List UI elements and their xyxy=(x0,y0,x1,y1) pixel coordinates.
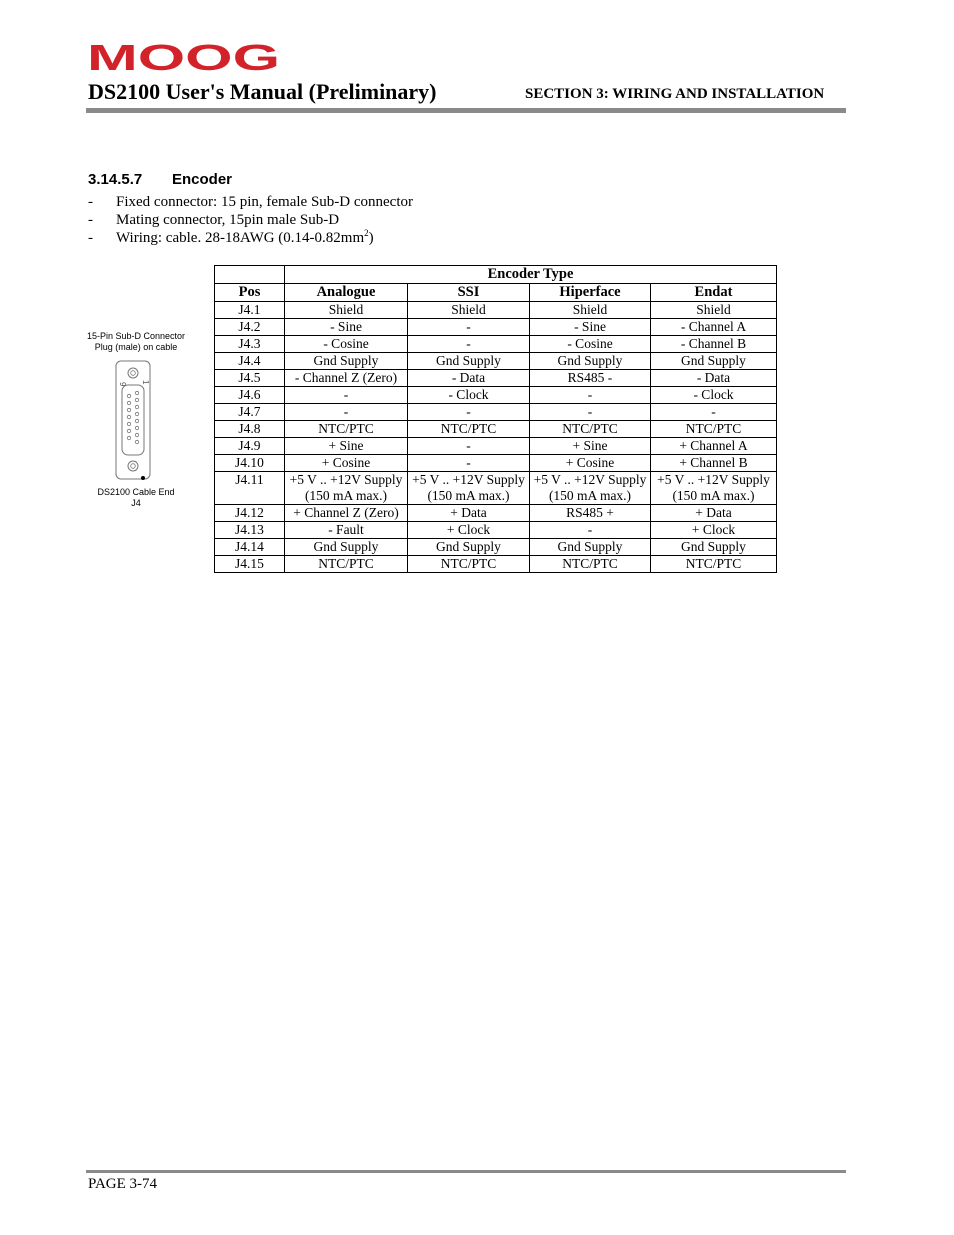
signal-cell: + Channel A xyxy=(651,438,777,455)
table-row xyxy=(215,319,777,336)
pin-position-cell: J4.4 xyxy=(215,353,285,370)
pin-position-cell: J4.15 xyxy=(215,556,285,573)
signal-cell: - xyxy=(285,387,408,404)
signal-cell: + Data xyxy=(408,505,530,522)
pin-position-cell: J4.2 xyxy=(215,319,285,336)
signal-cell: Gnd Supply xyxy=(651,539,777,556)
list-item: - Fixed connector: 15 pin, female Sub-D connector xyxy=(88,194,413,210)
table-row xyxy=(215,522,777,539)
encoder-pinout-table xyxy=(214,265,777,573)
table-row xyxy=(215,302,777,319)
table-row xyxy=(215,505,777,522)
pin-position-cell: J4.8 xyxy=(215,421,285,438)
signal-cell: NTC/PTC xyxy=(408,421,530,438)
sub-d-connector-diagram xyxy=(110,360,158,482)
signal-cell: Gnd Supply xyxy=(651,353,777,370)
pin-row-2 xyxy=(127,394,130,439)
signal-cell: + Clock xyxy=(408,522,530,539)
pin-position-cell: J4.1 xyxy=(215,302,285,319)
connector-face xyxy=(122,385,144,455)
signal-cell: + Sine xyxy=(285,438,408,455)
column-header-pos: Pos xyxy=(215,284,285,302)
pin-row-1 xyxy=(135,391,138,443)
column-header-ssi: SSI xyxy=(408,284,530,302)
table-group-header-row xyxy=(215,266,777,284)
signal-cell: + Cosine xyxy=(530,455,651,472)
signal-cell: - Cosine xyxy=(285,336,408,353)
table-row xyxy=(215,370,777,387)
signal-cell: - xyxy=(651,404,777,421)
signal-cell: NTC/PTC xyxy=(408,556,530,573)
signal-cell: NTC/PTC xyxy=(651,556,777,573)
table-row xyxy=(215,421,777,438)
signal-cell: + Channel Z (Zero) xyxy=(285,505,408,522)
signal-cell: - Clock xyxy=(408,387,530,404)
signal-cell: NTC/PTC xyxy=(530,421,651,438)
signal-cell: +5 V .. +12V Supply (150 mA max.) xyxy=(408,472,530,505)
subsection-heading xyxy=(88,171,232,188)
signal-cell: RS485 - xyxy=(530,370,651,387)
pin-1-marker xyxy=(141,476,145,480)
signal-cell: - xyxy=(408,438,530,455)
signal-cell: - Channel B xyxy=(651,336,777,353)
pin-position-cell: J4.11 xyxy=(215,472,285,505)
signal-cell: - xyxy=(408,404,530,421)
signal-cell: Gnd Supply xyxy=(530,353,651,370)
pin-position-cell: J4.5 xyxy=(215,370,285,387)
pin-position-cell: J4.10 xyxy=(215,455,285,472)
signal-cell: + Sine xyxy=(530,438,651,455)
connector-caption-top: 15-Pin Sub-D Connector Plug (male) on cable xyxy=(86,331,186,352)
footer-rule xyxy=(86,1170,846,1173)
pin-position-cell: J4.6 xyxy=(215,387,285,404)
subsection-number: 3.14.5.7 xyxy=(88,171,143,188)
moog-logo xyxy=(87,42,282,72)
signal-cell: +5 V .. +12V Supply (150 mA max.) xyxy=(530,472,651,505)
spec-list xyxy=(88,193,413,247)
signal-cell: + Data xyxy=(651,505,777,522)
pin-position-cell: J4.13 xyxy=(215,522,285,539)
signal-cell: - xyxy=(285,404,408,421)
signal-cell: Shield xyxy=(651,302,777,319)
table-corner-cell xyxy=(215,266,285,284)
section-title: SECTION 3: WIRING AND INSTALLATION xyxy=(525,86,825,102)
pin-position-cell: J4.12 xyxy=(215,505,285,522)
signal-cell: - xyxy=(530,387,651,404)
subsection-title: Encoder xyxy=(172,171,233,188)
mount-hole-top xyxy=(128,368,138,378)
pin-position-cell: J4.14 xyxy=(215,539,285,556)
signal-cell: + Cosine xyxy=(285,455,408,472)
signal-cell: - Data xyxy=(651,370,777,387)
list-item: - Mating connector, 15pin male Sub-D xyxy=(88,212,340,228)
signal-cell: + Channel B xyxy=(651,455,777,472)
svg-text:MOOG: MOOG xyxy=(87,42,280,72)
signal-cell: Gnd Supply xyxy=(285,353,408,370)
signal-cell: RS485 + xyxy=(530,505,651,522)
signal-cell: - xyxy=(530,404,651,421)
signal-cell: - xyxy=(408,336,530,353)
signal-cell: - Channel Z (Zero) xyxy=(285,370,408,387)
column-header-endat: Endat xyxy=(651,284,777,302)
table-row xyxy=(215,404,777,421)
header-rule xyxy=(86,108,846,113)
signal-cell: - Sine xyxy=(285,319,408,336)
signal-cell: - xyxy=(530,522,651,539)
pin-position-cell: J4.9 xyxy=(215,438,285,455)
column-header-hiperface: Hiperface xyxy=(530,284,651,302)
manual-title: DS2100 User's Manual (Preliminary) xyxy=(88,79,437,104)
list-item: - Wiring: cable. 28-18AWG $(0.14-0.82mm^2)$ xyxy=(88,228,374,246)
signal-cell: Shield xyxy=(408,302,530,319)
signal-cell: - Clock xyxy=(651,387,777,404)
signal-cell: NTC/PTC xyxy=(651,421,777,438)
table-row xyxy=(215,438,777,455)
column-header-analogue: Analogue xyxy=(285,284,408,302)
signal-cell: Gnd Supply xyxy=(285,539,408,556)
connector-caption-bottom: DS2100 Cable End J4 xyxy=(97,487,175,508)
table-body xyxy=(215,302,777,573)
signal-cell: +5 V .. +12V Supply (150 mA max.) xyxy=(285,472,408,505)
table-header-row xyxy=(215,284,777,302)
mount-hole-bottom xyxy=(128,461,138,471)
table-row xyxy=(215,455,777,472)
signal-cell: NTC/PTC xyxy=(285,556,408,573)
signal-cell: Shield xyxy=(530,302,651,319)
signal-cell: NTC/PTC xyxy=(285,421,408,438)
pin-position-cell: J4.3 xyxy=(215,336,285,353)
pin-position-cell: J4.7 xyxy=(215,404,285,421)
table-row xyxy=(215,539,777,556)
signal-cell: NTC/PTC xyxy=(530,556,651,573)
signal-cell: - Sine xyxy=(530,319,651,336)
signal-cell: Gnd Supply xyxy=(530,539,651,556)
encoder-type-header: Encoder Type xyxy=(285,266,777,284)
table-row xyxy=(215,387,777,404)
signal-cell: + Clock xyxy=(651,522,777,539)
signal-cell: - xyxy=(408,319,530,336)
table-row xyxy=(215,336,777,353)
table-row xyxy=(215,556,777,573)
signal-cell: - Cosine xyxy=(530,336,651,353)
signal-cell: - Data xyxy=(408,370,530,387)
pin-label-9: 9 xyxy=(118,382,127,387)
pin-label-1: 1 xyxy=(141,380,150,385)
signal-cell: - xyxy=(408,455,530,472)
table-row xyxy=(215,353,777,370)
table-row xyxy=(215,472,777,505)
signal-cell: Gnd Supply xyxy=(408,353,530,370)
signal-cell: Gnd Supply xyxy=(408,539,530,556)
signal-cell: Shield xyxy=(285,302,408,319)
signal-cell: +5 V .. +12V Supply (150 mA max.) xyxy=(651,472,777,505)
signal-cell: - Fault xyxy=(285,522,408,539)
signal-cell: - Channel A xyxy=(651,319,777,336)
page-number: PAGE 3-74 xyxy=(88,1176,158,1192)
